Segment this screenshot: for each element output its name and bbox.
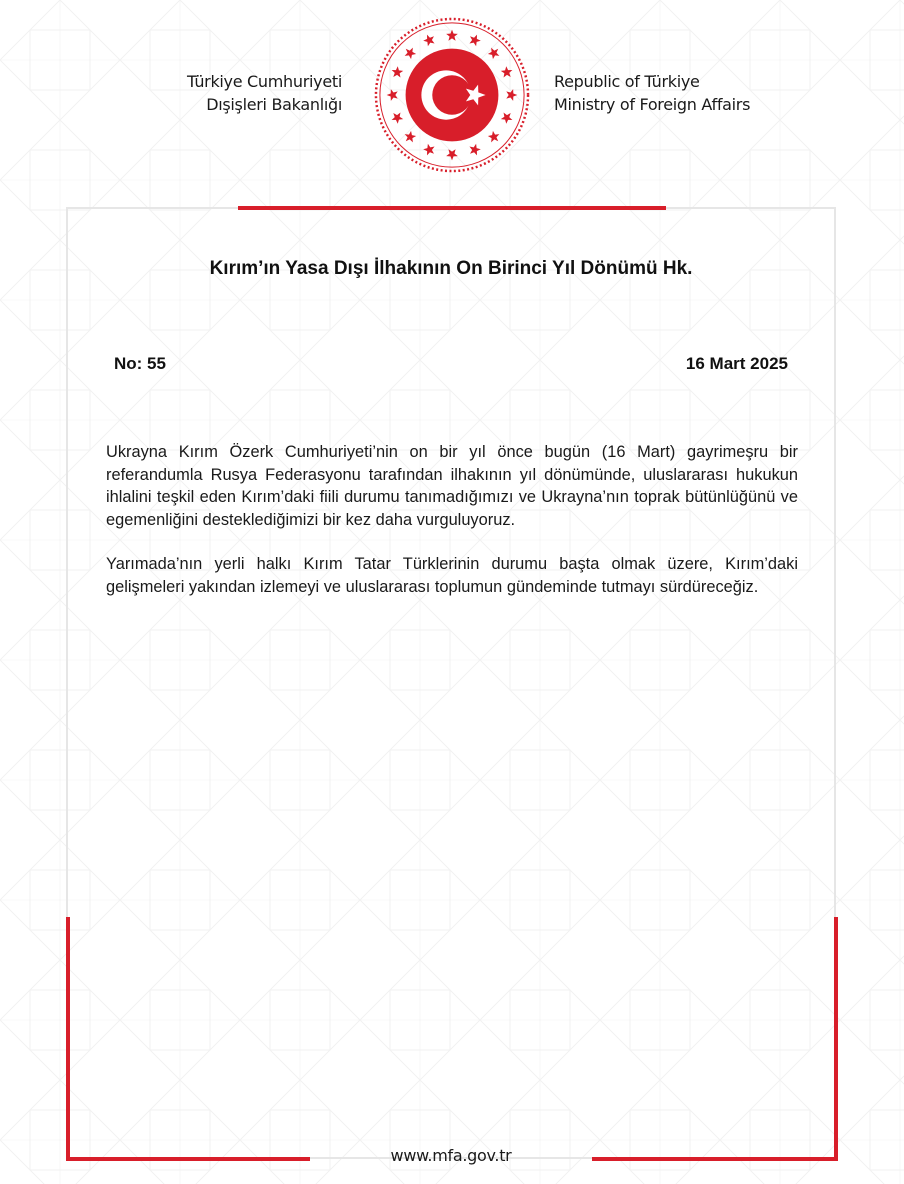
emblem-small-star: [446, 149, 458, 160]
website-link[interactable]: www.mfa.gov.tr: [390, 1146, 512, 1165]
emblem-small-star: [469, 35, 480, 47]
document-date: 16 Mart 2025: [685, 354, 788, 373]
emblem-small-star: [405, 48, 417, 60]
page-frame: [66, 207, 836, 1159]
emblem-small-star: [423, 35, 434, 47]
frame-red-left-accent: [66, 917, 70, 1161]
emblem-small-star: [405, 131, 417, 143]
emblem-small-star: [469, 144, 480, 156]
emblem-small-star: [501, 112, 513, 123]
document-title: Kırım’ın Yasa Dışı İlhakının On Birinci Yıl Dönümü Hk.: [209, 258, 693, 279]
ministry-name-english-line1: Republic of Türkiye: [554, 72, 700, 91]
document-body: [106, 441, 798, 620]
emblem-small-star: [392, 112, 404, 123]
crescent-star-emblem-icon: [373, 16, 531, 174]
body-paragraph-1: Ukrayna Kırım Özerk Cumhuriyeti’nin on bir yıl önce bugün (16 Mart) gayrimeşru bir referandumla Rusya Federasyonu tarafından ilhakının yıl dönümünde, uluslararası hukukun ihlalini teşkil eden Kırım’daki fiili durumu tanımadığımızı ve Ukrayna’nın toprak bütünlüğünü ve egemenliğini desteklediğimizi bir kez daha vurguluyoruz.: [106, 443, 798, 529]
emblem-small-star: [392, 66, 404, 77]
ministry-name-english: [554, 70, 750, 116]
emblem-small-star: [488, 48, 500, 60]
ministry-name-turkish-line2: Dışişleri Bakanlığı: [206, 95, 342, 114]
emblem-small-star: [506, 89, 517, 101]
frame-red-bottom-right-accent: [592, 1157, 838, 1161]
body-paragraph-2: Yarımada’nın yerli halkı Kırım Tatar Türklerinin durumu başta olmak üzere, Kırım’daki gelişmeleri yakından izlemeyi ve uluslararası toplumun gündeminde tutmayı sürdüreceğiz.: [106, 555, 798, 596]
frame-red-right-accent: [834, 917, 838, 1161]
emblem-small-star: [446, 30, 458, 41]
ministry-name-english-line2: Ministry of Foreign Affairs: [554, 95, 751, 114]
emblem-small-star: [501, 66, 513, 77]
document-number: No: 55: [114, 354, 166, 373]
emblem-small-star: [387, 89, 398, 101]
ministry-name-turkish: [187, 70, 342, 116]
emblem-small-star: [488, 131, 500, 143]
ministry-name-turkish-line1: Türkiye Cumhuriyeti: [187, 72, 342, 91]
frame-red-top-accent: [238, 206, 666, 210]
emblem-small-star: [423, 144, 434, 156]
frame-red-bottom-left-accent: [66, 1157, 310, 1161]
